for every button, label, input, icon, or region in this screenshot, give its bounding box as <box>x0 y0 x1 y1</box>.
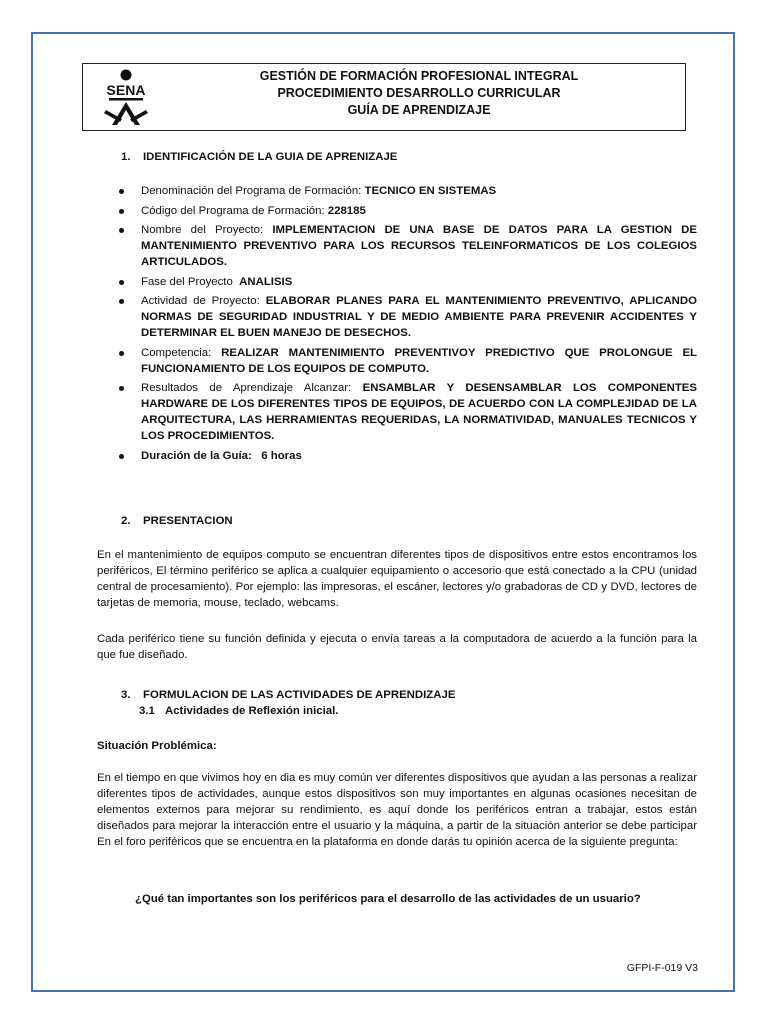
situation-paragraph: En el tiempo en que vivimos hoy en dia es muy común ver diferentes dispositivos que ayudan a las personas a realizar diferentes tipos de actividades, aunque estos dispositivos son muy importantes en algunas ocasiones necesitan de elementos externos para mejorar su rendimiento, es aquí donde los periféricos entran a trabajar, estos están diseñados para mejorar la interacción entre el usuario y la máquina, a partir de la situación anterior se debe participar En el foro periféricos que se encuentra en la plataforma en donde darás tu opinión acerca de la siguiente pregunta: <box>97 772 697 848</box>
section1-heading: 1. IDENTIFICACIÓN DE LA GUIA DE APRENIZAJE <box>121 151 398 163</box>
presentation-paragraph-2: Cada periférico tiene su función definida y ejecuta o envía tareas a la computadora de acuerdo a la función para la que fue diseñado. <box>97 633 697 661</box>
document-header <box>82 63 686 131</box>
svg-text:SENA: SENA <box>106 82 146 98</box>
header-title-line1: GESTIÓN DE FORMACIÓN PROFESIONAL INTEGRAL <box>259 69 579 83</box>
list-item: Denominación del Programa de Formación: TECNICO EN SISTEMAS <box>97 183 697 199</box>
section3-heading: 3. FORMULACION DE LAS ACTIVIDADES DE APRENDIZAJE <box>121 689 456 701</box>
list-item: Nombre del Proyecto: IMPLEMENTACION DE UNA BASE DE DATOS PARA LA GESTION DE MANTENIMIENTO PREVENTIVO PARA LOS RECURSOS TELEINFORMATICOS DE LOS COLEGIOS ARTICULADOS. <box>97 222 697 270</box>
section1-list <box>97 183 697 467</box>
header-title-line3: GUÍA DE APRENDIZAJE <box>347 103 491 117</box>
header-title-line2: PROCEDIMIENTO DESARROLLO CURRICULAR <box>277 86 561 100</box>
presentation-paragraph-1: En el mantenimiento de equipos computo se encuentran diferentes tipos de dispositivos entre estos encontramos los periféricos, El término periférico se aplica a cualquier equipamiento o accesorio que está conectado a la CPU (unidad central de procesamiento). Por ejemplo: las impresoras, el escáner, lectores y/o grabadoras de CD y DVD, lectores de tarjetas de memoria, mouse, teclado, webcams. <box>97 549 697 609</box>
form-code: GFPI-F-019 V3 <box>626 962 698 974</box>
section2-heading: 2. PRESENTACION <box>121 515 233 527</box>
list-item: Actividad de Proyecto: ELABORAR PLANES PARA EL MANTENIMIENTO PREVENTIVO, APLICANDO NORMAS DE SEGURIDAD INDUSTRIAL Y DE MEDIO AMBIENTE PARA PREVENIR ACCIDENTES Y DETERMINAR EL BUEN MANEJO DE DESECHOS. <box>97 293 697 341</box>
question: ¿Qué tan importantes son los periféricos para el desarrollo de las actividades de un usuario? <box>135 893 641 905</box>
list-item: Duración de la Guía: 6 horas <box>97 448 697 464</box>
list-item: Resultados de Aprendizaje Alcanzar: ENSAMBLAR Y DESENSAMBLAR LOS COMPONENTES HARDWARE DE LOS DIFERENTES TIPOS DE EQUIPOS, DE ACUERDO CON LA COMPLEJIDAD DE LA ARQUITECTURA, LAS HERRAMIENTAS REQUERIDAS, LA NORMATIVIDAD, MANUALES TECNICOS Y LOS PROCEDIMIENTOS. <box>97 380 697 444</box>
list-item: Código del Programa de Formación: 228185 <box>97 203 697 219</box>
list-item: Competencia: REALIZAR MANTENIMIENTO PREVENTIVOY PREDICTIVO QUE PROLONGUE EL FUNCIONAMIENTO DE LOS EQUIPOS DE COMPUTO. <box>97 345 697 377</box>
section3-1-heading: 3.1 Actividades de Reflexión inicial. <box>139 705 339 717</box>
list-item: Fase del Proyecto ANALISIS <box>97 274 697 290</box>
situation-title: Situación Problémica: <box>97 740 217 752</box>
sena-logo <box>95 68 157 128</box>
